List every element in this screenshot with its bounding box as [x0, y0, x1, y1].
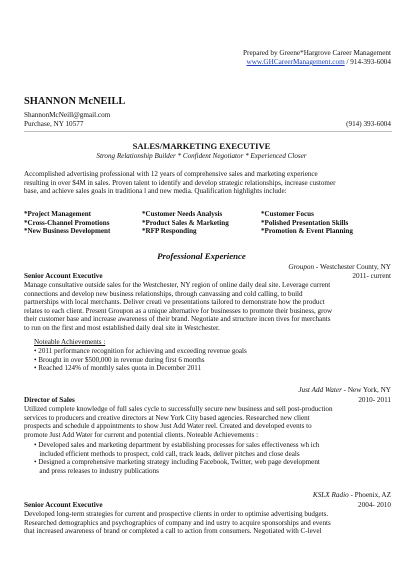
skill-item: *Cross-Channel Promotions [24, 218, 110, 227]
agency-website-link[interactable]: www.GHCareerManagement.com [246, 58, 345, 66]
agency-contact-line [247, 58, 391, 66]
job-1-description [24, 281, 394, 333]
job-3-location: - Phoenix, AZ [350, 491, 391, 499]
job-3-company: KSLX Radio [312, 491, 349, 499]
job-1-achievements [34, 347, 247, 373]
candidate-location: Purchase, NY 10577 [24, 120, 84, 128]
candidate-name: SHANNON McNEILL [24, 96, 126, 107]
skill-item: *Customer Needs Analysis [142, 210, 223, 218]
summary-paragraph [24, 170, 394, 196]
job-2-company-line [298, 386, 391, 394]
summary-line: base, and achieve sales goals in traditiona l and new media. Qualification highlights include: [24, 187, 287, 196]
job-2-achievements [34, 441, 320, 475]
prepared-by-text: Prepared by Greene*Hargrove Career Management [243, 49, 391, 57]
skill-item: *RFP Responding [142, 227, 197, 236]
skill-item: *Promotion & Event Planning [261, 227, 353, 236]
job-2-dates: 2010- 2011 [358, 396, 391, 404]
job-line: Researched demographics and psychographics of company and ind ustry to acquire sponsorships and events [24, 518, 331, 527]
summary-line: Accomplished advertising professional with 12 years of comprehensive sales and marketing experience [24, 170, 318, 178]
prepared-by-line [243, 49, 391, 57]
skills-column-1 [24, 210, 110, 236]
skill-item: *Customer Focus [261, 210, 314, 218]
skill-item: *Polished Presentation Skills [261, 218, 349, 227]
job-line: Utilized complete knowledge of full sales cycle to successfully secure new business and sell post-production [24, 405, 333, 413]
job-line: relates to each client. Present Groupon as a unique alternative for businesses to promote their business, grow [24, 306, 333, 315]
summary-line: resulting in over $4M in sales. Proven talent to identify and develop strategic relationships, increase customer [24, 178, 336, 187]
job-1-company: Groupon [288, 263, 315, 271]
job-2-title: Director of Sales [24, 396, 75, 404]
achievement-item: • Brought in over $500,000 in revenue during first 6 months [34, 355, 205, 364]
job-1-company-line [288, 263, 391, 271]
job-1-dates: 2011- current [352, 272, 391, 280]
job-3-dates: 2004- 2010 [358, 501, 391, 509]
job-1-achievements-label: Noteable Achievements : [34, 338, 106, 346]
job-line: that increased awareness of brand or completed a call to action from consumers. Negotiated with C-level [24, 527, 322, 536]
job-line: prospects and schedule d appointments to show Just Add Water reel. Created and developed events to [24, 422, 312, 431]
job-line: to run on the first and most established daily deal site in Westchester. [24, 323, 220, 332]
resume-heading: SALES/MARKETING EXECUTIVE [132, 141, 271, 151]
skill-item: *New Business Development [24, 227, 111, 236]
job-1-location: - Westchester County, NY [315, 263, 391, 271]
job-line: promote Just Add Water for current and potential clients. Noteable Achievements : [24, 430, 259, 439]
achievement-item: and press releases to industry publications [39, 466, 159, 475]
job-2-company: Just Add Water [298, 386, 342, 394]
job-3-company-line [313, 491, 391, 499]
job-line: Developed long-term strategies for current and prospective clients in order to optimise advertising budgets. [24, 510, 329, 518]
job-2-location: - New York, NY [343, 386, 391, 394]
achievement-item: • Reached 124% of monthly sales quota in December 2011 [34, 364, 202, 373]
job-line: their customer base and increase awareness of their brand. Negotiate and structure incen tives for merchants [24, 315, 331, 324]
achievement-item: • Designed a comprehensive marketing strategy including Facebook, Twitter, web page development [34, 458, 320, 467]
achievement-item: • Developed sales and marketing department by establishing processes for sales effectiveness wh ich [34, 441, 320, 449]
agency-phone: / 914-393-6004 [346, 58, 391, 66]
skills-column-3 [261, 210, 353, 236]
candidate-phone: (914) 393-6004 [346, 120, 391, 128]
job-line: connections and develop new business relationships, through canvassing and cold calling, to build [24, 289, 303, 298]
skills-column-2 [142, 210, 229, 236]
job-2-description [24, 405, 394, 439]
contact-divider [24, 131, 392, 132]
job-line: Manage consultative outside sales for the Westchester, NY region of online daily deal site. Leverage current [24, 281, 331, 289]
candidate-email: ShannonMcNeill@gmail.com [24, 111, 111, 119]
skill-item: *Product Sales & Marketing [142, 218, 229, 227]
job-1-title: Senior Account Executive [24, 272, 103, 280]
experience-heading: Professional Experience [157, 251, 246, 261]
achievement-item: included efficient methods to prospect, cold call, track leads, deliver pitches and close deals [39, 449, 300, 458]
skill-item: *Project Management [24, 210, 92, 218]
job-3-title: Senior Account Executive [24, 501, 103, 509]
job-line: services to producers and creative directors at New York City based agencies. Researched new client [24, 413, 310, 422]
achievement-item: • 2011 performance recognition for achieving and exceeding revenue goals [34, 347, 247, 355]
resume-tagline: Strong Relationship Builder * Confident Negotiator * Experienced Closer [96, 152, 307, 160]
job-line: partnerships with local merchants. Deliver creati ve presentations tailored to demonstrate how the product [24, 298, 325, 307]
job-3-description [24, 510, 394, 536]
